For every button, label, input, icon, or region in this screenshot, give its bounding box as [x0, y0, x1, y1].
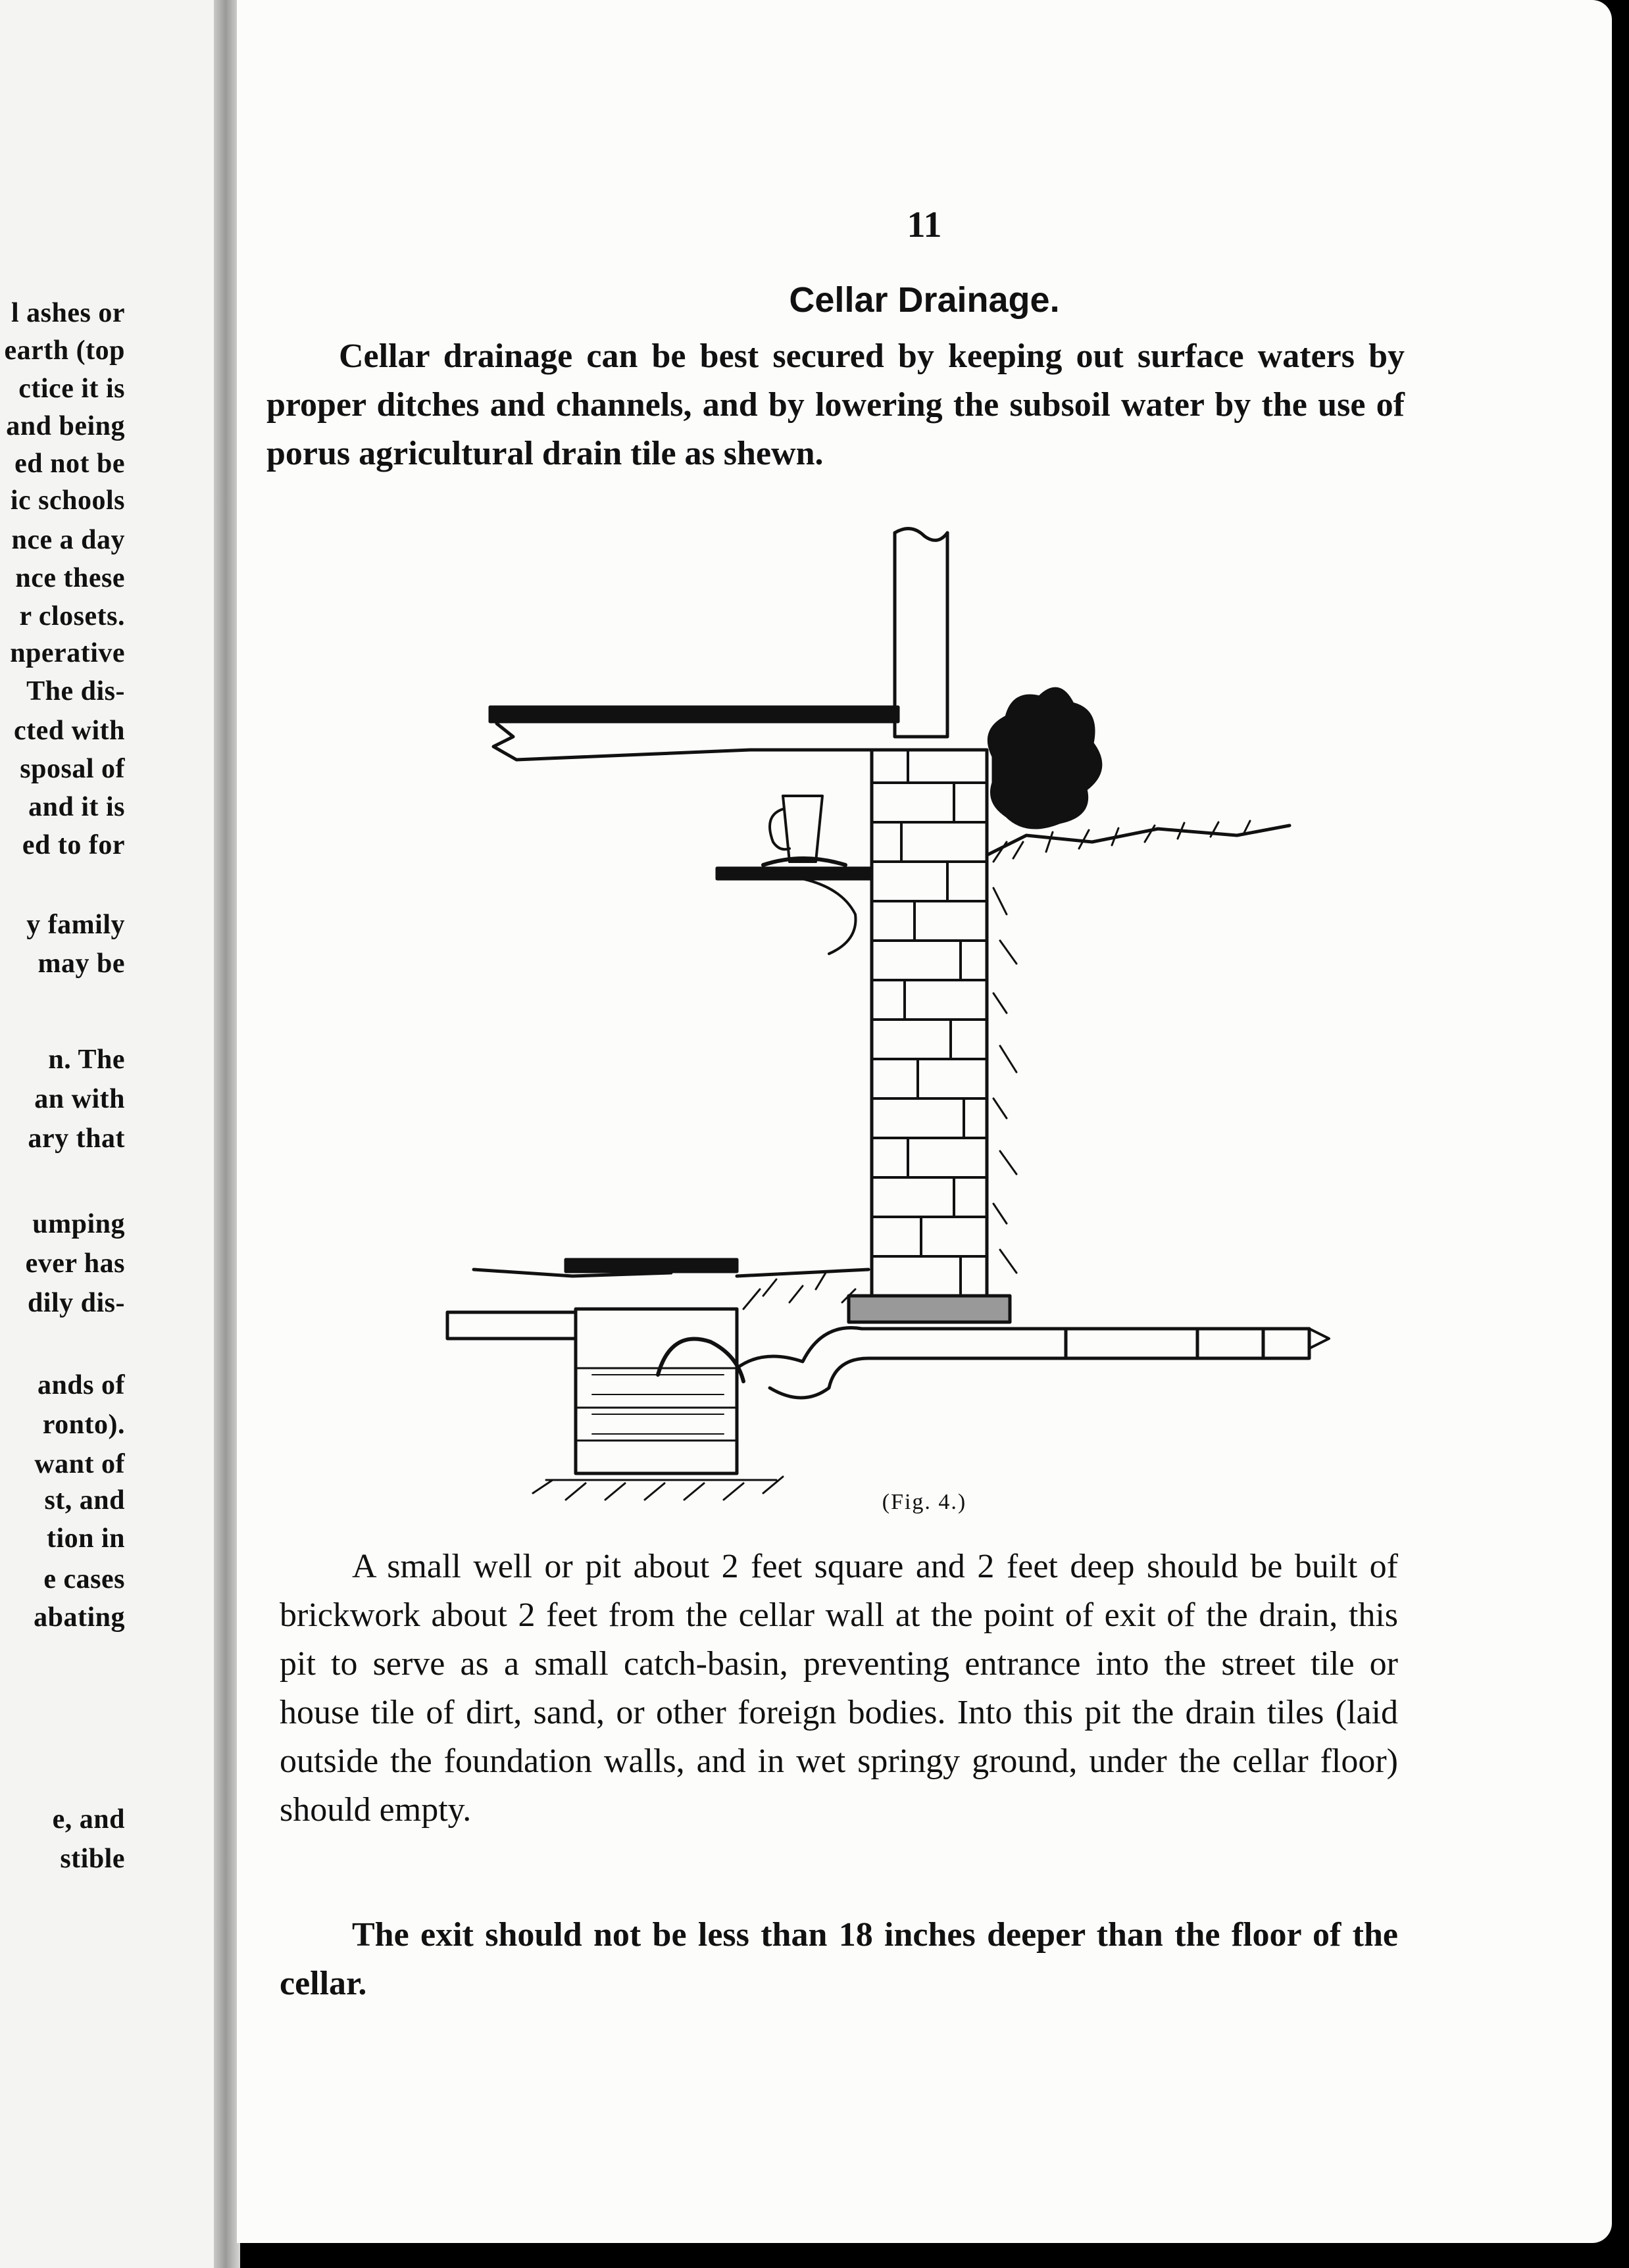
previous-page-line: nce these	[15, 563, 125, 593]
previous-page-line: nperative	[10, 638, 125, 668]
exit-depth-paragraph: The exit should not be less than 18 inches deeper than the floor of the cellar.	[280, 1916, 1398, 2002]
shelf	[717, 868, 872, 879]
previous-page-line: earth (top	[4, 335, 125, 366]
catch-basin-paragraph: A small well or pit about 2 feet square and 2 feet deep should be built of brickwork about 2 feet from the cellar wall at the point of exit of the drain, this pit to serve as a small catch-basin, preventing entrance into the street tile or house tile of dirt, sand, or other foreign bodies. Into this pit the drain tiles (laid outside the foundation walls, and in wet springy ground, under the cellar floor) should empty.	[280, 1548, 1398, 1829]
previous-page-line: want of	[34, 1449, 125, 1479]
floor-joist	[490, 707, 898, 722]
previous-page-line: n. The	[48, 1045, 125, 1075]
previous-page-line: dily dis-	[27, 1288, 125, 1318]
previous-page-line: e, and	[52, 1804, 125, 1835]
footing	[849, 1296, 1010, 1322]
foundation-wall	[872, 750, 987, 1296]
shrub-icon	[989, 689, 1101, 827]
previous-page-line: ic schools	[10, 485, 125, 516]
page	[237, 0, 1612, 2243]
cellar-drainage-illustration	[434, 520, 1461, 1513]
jug-icon	[770, 796, 822, 862]
previous-page-line: The dis-	[26, 676, 125, 706]
intro-paragraph: Cellar drainage can be best secured by keeping out surface waters by proper ditches and channels, and by lowering the subsoil water by the use of porus agricultural drain tile as shewn.	[266, 337, 1405, 472]
previous-page-line: tion in	[46, 1523, 125, 1554]
section-title: Cellar Drainage.	[789, 280, 1060, 320]
previous-page-line: ed not be	[14, 449, 125, 479]
previous-page-line: r closets.	[19, 601, 125, 631]
previous-page-line: e cases	[43, 1564, 125, 1594]
previous-page-line: ed to for	[22, 830, 125, 860]
previous-page-line: l ashes or	[11, 298, 125, 328]
street-tile	[447, 1312, 576, 1339]
previous-page-line: abating	[34, 1602, 125, 1633]
previous-page-line: an with	[34, 1084, 125, 1114]
book-gutter	[214, 0, 240, 2268]
previous-page-line: ctice it is	[18, 374, 125, 404]
previous-page-line: ronto).	[42, 1410, 125, 1440]
upper-wall	[895, 533, 947, 737]
previous-page-line: y family	[26, 910, 125, 940]
figure-caption: (Fig. 4.)	[882, 1490, 967, 1514]
previous-page-line: umping	[32, 1209, 125, 1239]
page-number: 11	[907, 205, 942, 245]
previous-page-line: st, and	[44, 1485, 125, 1516]
previous-page-line: stible	[60, 1844, 125, 1874]
previous-page-line: may be	[38, 949, 125, 979]
previous-page-edge	[0, 0, 224, 2268]
previous-page-line: and it is	[28, 792, 125, 822]
previous-page-line: ary that	[28, 1123, 125, 1154]
previous-page-line: nce a day	[11, 525, 125, 555]
previous-page-line: cted with	[14, 716, 125, 746]
catch-basin	[576, 1309, 737, 1473]
previous-page-line: ever has	[25, 1248, 125, 1279]
previous-page-line: and being	[6, 411, 125, 441]
previous-page-line: ands of	[37, 1370, 125, 1400]
previous-page-line: sposal of	[20, 754, 125, 784]
catch-basin-lid	[566, 1260, 737, 1271]
house-tile	[737, 1328, 1309, 1398]
